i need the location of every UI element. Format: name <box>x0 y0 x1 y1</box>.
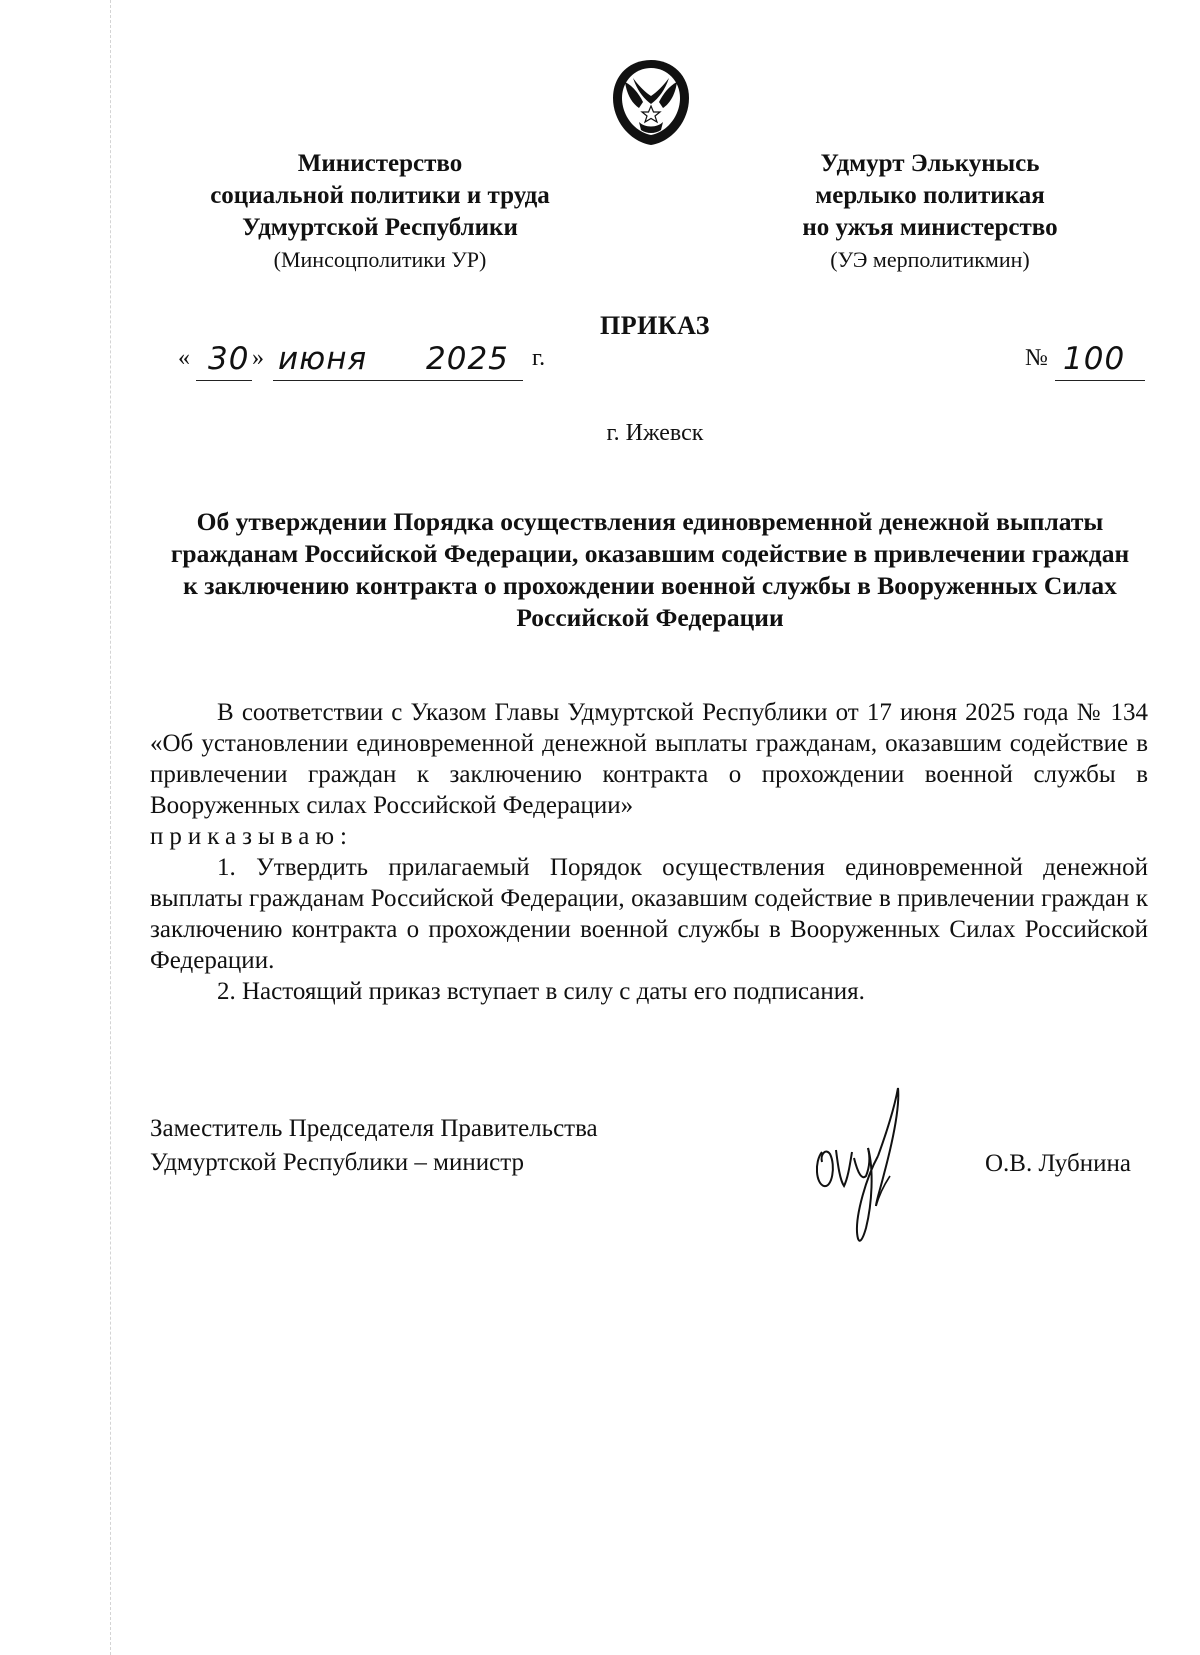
date-year: 2025 <box>426 341 509 377</box>
ministry-udm-line2: мерлыко политикая <box>815 182 1045 209</box>
ministry-header-ru <box>160 148 600 276</box>
order-number-underline <box>1055 380 1145 381</box>
ministry-udm-line3: но ужъя министерство <box>802 214 1058 241</box>
date-day: 30 <box>208 341 250 377</box>
order-subject: Об утверждении Порядка осуществления единовременной денежной выплаты гражданам Российской Федерации, оказавшим содействие в привлечении граждан к заключению контракта о прохождении военной службы в Вооруженных Силах Российской Федерации <box>170 507 1130 632</box>
signatory-position-line1: Заместитель Председателя Правительства <box>150 1115 598 1142</box>
body-order-word: приказываю: <box>150 823 353 850</box>
order-number-value: 100 <box>1063 341 1126 377</box>
signatory-name: О.В. Лубнина <box>985 1150 1131 1177</box>
order-city: г. Ижевск <box>606 420 704 446</box>
handwritten-signature <box>810 1082 920 1252</box>
order-body <box>150 697 1148 1007</box>
ministry-ru-abbr: (Минсоцполитики УР) <box>273 247 487 272</box>
body-item-2: 2. Настоящий приказ вступает в силу с даты его подписания. <box>217 978 865 1005</box>
order-number-label: № <box>1025 345 1048 371</box>
coat-of-arms-emblem-icon <box>609 56 693 148</box>
order-date <box>178 341 558 385</box>
ministry-ru-line3: Удмуртской Республики <box>242 214 518 241</box>
ministry-ru-line1: Министерство <box>297 150 463 177</box>
date-close-quote: » <box>252 345 264 371</box>
date-month-year-underline <box>273 380 523 381</box>
signatory-position-line2: Удмуртской Республики – министр <box>150 1149 524 1176</box>
date-open-quote: « <box>178 345 190 371</box>
ministry-udm-abbr: (УЭ мерполитикмин) <box>830 247 1030 272</box>
ministry-header-udm <box>740 148 1120 276</box>
body-item-1: 1. Утвердить прилагаемый Порядок осуществления единовременной денежной выплаты гражданам Российской Федерации, оказавшим содействие в привлечении граждан к заключению контракта о прохождении военной службы в Вооруженных Силах Российской Федерации. <box>150 854 1148 974</box>
date-suffix: г. <box>532 345 546 371</box>
signatory-position <box>150 1112 598 1180</box>
order-number <box>1025 341 1145 385</box>
order-title: ПРИКАЗ <box>599 311 711 340</box>
date-month: июня <box>278 341 368 377</box>
body-preamble: В соответствии с Указом Главы Удмуртской Республики от 17 июня 2025 года № 134 «Об установлении единовременной денежной выплаты гражданам, оказавшим содействие в привлечении граждан к заключению контракта о прохождении военной службы в Вооруженных силах Российской Федерации» <box>150 699 1148 819</box>
ministry-udm-line1: Удмурт Элькунысь <box>820 150 1040 177</box>
ministry-ru-line2: социальной политики и труда <box>210 182 550 209</box>
date-day-underline <box>196 380 252 381</box>
scan-edge-line <box>110 0 111 1655</box>
